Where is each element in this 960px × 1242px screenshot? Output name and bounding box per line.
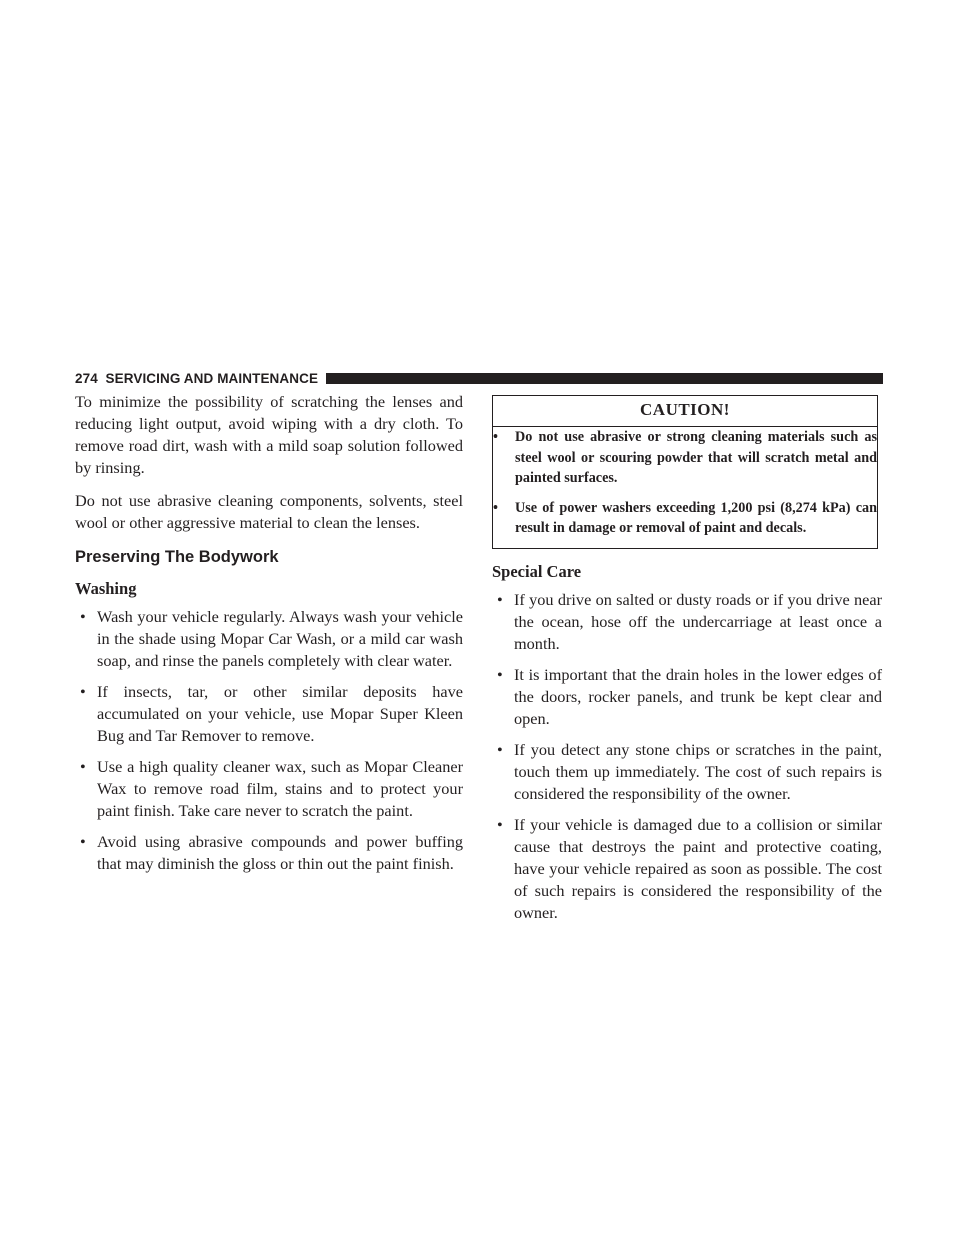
list-item-text: Use a high quality cleaner wax, such as Mopar Cleaner Wax to remove road film, stains and to protect your paint finish. Take care never to scratch the paint.: [97, 757, 463, 820]
section-title-preserving-bodywork: Preserving The Bodywork: [75, 548, 279, 566]
bullet-icon: •: [497, 664, 503, 684]
bullet-icon: •: [80, 607, 86, 626]
caution-item: [493, 498, 877, 539]
list-item: [492, 664, 882, 730]
bullet-icon: •: [493, 429, 498, 445]
bullet-icon: •: [80, 757, 86, 776]
page-header: [75, 370, 883, 386]
caution-item: [493, 427, 877, 489]
caution-title: CAUTION!: [493, 396, 877, 427]
bullet-icon: •: [80, 682, 86, 701]
list-item-text: Wash your vehicle regularly. Always wash your vehicle in the shade using Mopar Car Wash, or a mild car wash soap, and rinse the panels completely with clear water.: [97, 607, 463, 670]
list-item: [492, 589, 882, 655]
list-item: [492, 739, 882, 805]
list-item: [75, 831, 463, 875]
right-column: [492, 391, 882, 933]
list-item-text: If insects, tar, or other similar deposits have accumulated on your vehicle, use Mopar Super Kleen Bug and Tar Remover to remove.: [97, 682, 463, 745]
caution-item-text: Use of power washers exceeding 1,200 psi (8,274 kPa) can result in damage or removal of paint and decals.: [515, 499, 877, 536]
bullet-icon: •: [497, 589, 503, 609]
special-care-list: [492, 589, 882, 924]
intro-paragraph-2: Do not use abrasive cleaning components, solvents, steel wool or other aggressive material to clean the lenses.: [75, 491, 463, 532]
subsection-title-special-care: Special Care: [492, 561, 582, 581]
list-item: [75, 681, 463, 747]
bullet-icon: •: [493, 499, 498, 516]
bullet-icon: •: [497, 739, 503, 759]
subsection-title-washing: Washing: [75, 579, 137, 598]
list-item-text: If you drive on salted or dusty roads or if you drive near the ocean, hose off the undercarriage at least once a month.: [514, 589, 882, 653]
header-rule: [326, 373, 883, 384]
list-item: [75, 756, 463, 822]
list-item: [492, 814, 882, 924]
list-item: [75, 606, 463, 672]
list-item-text: If you detect any stone chips or scratches in the paint, touch them up immediately. The cost of such repairs is considered the responsibility of the owner.: [514, 739, 882, 803]
bullet-icon: •: [497, 814, 503, 834]
caution-item-text: Do not use abrasive or strong cleaning materials such as steel wool or scouring powder that will scratch metal and painted surfaces.: [515, 429, 877, 486]
page-header-text: [75, 371, 326, 386]
washing-list: [75, 606, 463, 875]
left-column: [75, 391, 463, 884]
section-name: SERVICING AND MAINTENANCE: [105, 370, 319, 386]
list-item-text: It is important that the drain holes in the lower edges of the doors, rocker panels, and trunk be kept clear and open.: [514, 664, 882, 728]
bullet-icon: •: [80, 832, 86, 851]
caution-box: [492, 395, 878, 549]
list-item-text: If your vehicle is damaged due to a collision or similar cause that destroys the paint and protective coating, have your vehicle repaired as soon as possible. The cost of such repairs is considered the responsibility of the owner.: [514, 814, 882, 922]
caution-list: [493, 427, 877, 539]
list-item-text: Avoid using abrasive compounds and power buffing that may diminish the gloss or thin out the paint finish.: [97, 832, 463, 873]
page-number: 274: [75, 370, 98, 386]
intro-paragraph-1: To minimize the possibility of scratching the lenses and reducing light output, avoid wiping with a dry cloth. To remove road dirt, wash with a mild soap solution followed by rinsing.: [75, 392, 463, 477]
